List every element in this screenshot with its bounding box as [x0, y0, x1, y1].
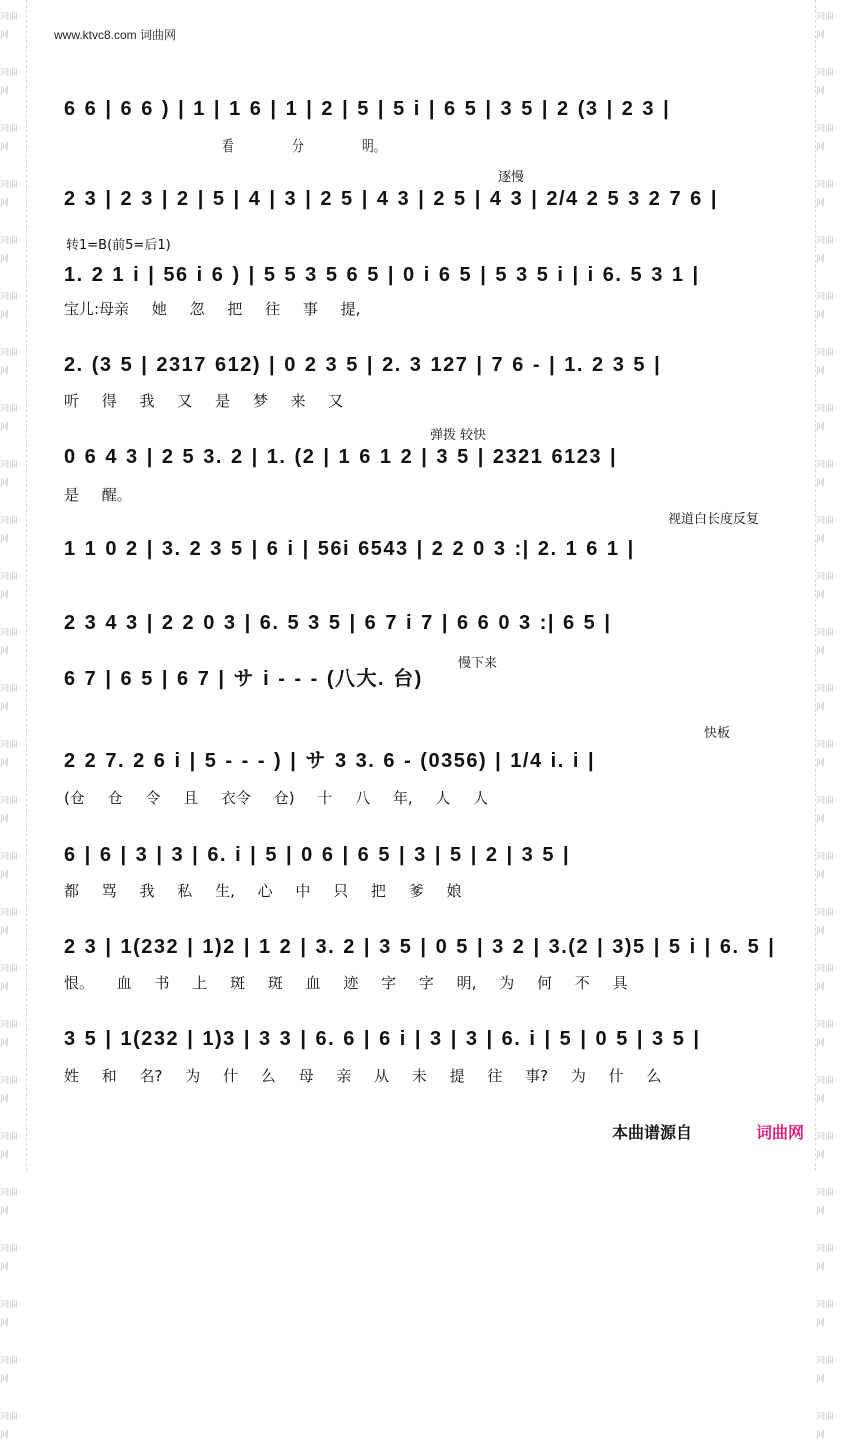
watermark-glyph: 曲 — [9, 348, 19, 358]
watermark-glyph: 词 — [816, 460, 826, 470]
watermark-group — [0, 60, 26, 98]
watermark-glyph: 词 — [0, 1076, 10, 1086]
watermark-glyph: 词 — [816, 236, 826, 246]
watermark-glyph: 词 — [0, 796, 10, 806]
watermark-group — [0, 1348, 26, 1386]
watermark-group — [816, 1068, 842, 1106]
watermark-glyph: 网 — [816, 1151, 826, 1161]
watermark-glyph: 词 — [816, 684, 826, 694]
score-row-notes: 6 7 | 6 5 | 6 7 | サ i - - - (八大. 台) — [64, 668, 423, 690]
watermark-group — [816, 956, 842, 994]
watermark-glyph: 网 — [816, 815, 826, 825]
watermark-glyph: 词 — [0, 740, 10, 750]
watermark-group — [0, 788, 26, 826]
watermark-glyph: 网 — [816, 479, 826, 489]
watermark-glyph: 网 — [816, 87, 826, 97]
watermark-glyph: 网 — [0, 871, 10, 881]
watermark-group — [0, 284, 26, 322]
watermark-glyph: 词 — [0, 684, 10, 694]
watermark-glyph: 网 — [0, 1151, 10, 1161]
score-row-notes: 2 3 | 1(232 | 1)2 | 1 2 | 3. 2 | 3 5 | 0 5 | 3 2 | 3.(2 | 3)5 | 5 i | 6. 5 | — [64, 936, 776, 958]
watermark-group — [816, 4, 842, 42]
watermark-glyph: 词 — [0, 460, 10, 470]
watermark-glyph: 网 — [816, 647, 826, 657]
watermark-group — [816, 508, 842, 546]
watermark-glyph: 词 — [0, 1412, 10, 1422]
watermark-glyph: 曲 — [9, 1076, 19, 1086]
watermark-group — [0, 620, 26, 658]
watermark-glyph: 词 — [816, 964, 826, 974]
watermark-group — [816, 116, 842, 154]
watermark-glyph: 曲 — [825, 236, 835, 246]
score-row-notes: 2. (3 5 | 2317 612) | 0 2 3 5 | 2. 3 127 | 7 6 - | 1. 2 3 5 | — [64, 354, 662, 376]
score-row-lyrics: 是 醒。 — [64, 486, 132, 504]
watermark-glyph: 曲 — [825, 1076, 835, 1086]
watermark-glyph: 词 — [816, 1132, 826, 1142]
watermark-group — [0, 4, 26, 42]
score-row-notes: 6 6 | 6 6 ) | 1 | 1 6 | 1 | 2 | 5 | 5 i | 6 5 | 3 5 | 2 (3 | 2 3 | — [64, 98, 671, 120]
watermark-glyph: 曲 — [9, 740, 19, 750]
performance-annotation: 逐慢 — [498, 170, 525, 185]
watermark-glyph: 词 — [816, 516, 826, 526]
score-row-lyrics: 恨。 血 书 上 斑 斑 血 迹 字 字 明, 为 何 不 具 — [64, 974, 628, 992]
watermark-group — [816, 620, 842, 658]
watermark-glyph: 曲 — [825, 180, 835, 190]
watermark-glyph: 曲 — [825, 1244, 835, 1254]
watermark-group — [0, 340, 26, 378]
performance-annotation: 转1=B(前5=后1) — [66, 238, 171, 253]
watermark-glyph: 网 — [0, 143, 10, 153]
watermark-glyph: 网 — [816, 143, 826, 153]
score-row-lyrics: 听 得 我 又 是 梦 来 又 — [64, 392, 344, 410]
watermark-group — [0, 676, 26, 714]
watermark-glyph: 曲 — [825, 292, 835, 302]
watermark-glyph: 曲 — [9, 68, 19, 78]
watermark-glyph: 词 — [816, 740, 826, 750]
watermark-glyph: 网 — [816, 927, 826, 937]
score-row-notes: 2 2 7. 2 6 i | 5 - - - ) | サ 3 3. 6 - (0356) | 1/4 i. i | — [64, 750, 596, 772]
watermark-group — [816, 1404, 842, 1442]
watermark-glyph: 网 — [816, 1207, 826, 1217]
watermark-glyph: 曲 — [9, 964, 19, 974]
watermark-glyph: 网 — [0, 367, 10, 377]
watermark-glyph: 曲 — [9, 1188, 19, 1198]
watermark-glyph: 曲 — [825, 348, 835, 358]
watermark-group — [816, 1180, 842, 1218]
watermark-glyph: 词 — [816, 852, 826, 862]
score-row-notes: 0 6 4 3 | 2 5 3. 2 | 1. (2 | 1 6 1 2 | 3 5 | 2321 6123 | — [64, 446, 618, 468]
watermark-group — [0, 900, 26, 938]
watermark-group — [816, 1292, 842, 1330]
watermark-group — [0, 396, 26, 434]
watermark-group — [816, 284, 842, 322]
site-url-header[interactable]: www.ktvc8.com 词曲网 — [54, 28, 177, 42]
watermark-glyph: 词 — [0, 1356, 10, 1366]
watermark-glyph: 网 — [816, 535, 826, 545]
watermark-glyph: 词 — [0, 348, 10, 358]
watermark-glyph: 网 — [816, 367, 826, 377]
watermark-glyph: 词 — [0, 852, 10, 862]
performance-annotation: 弹拨 较快 — [430, 428, 487, 443]
watermark-group — [0, 1124, 26, 1162]
watermark-glyph: 曲 — [825, 1132, 835, 1142]
watermark-group — [816, 172, 842, 210]
watermark-glyph: 词 — [0, 1300, 10, 1310]
watermark-glyph: 词 — [816, 68, 826, 78]
watermark-glyph: 词 — [0, 1132, 10, 1142]
watermark-group — [816, 732, 842, 770]
watermark-glyph: 网 — [816, 871, 826, 881]
watermark-glyph: 词 — [816, 180, 826, 190]
watermark-group — [0, 1236, 26, 1274]
watermark-group — [816, 844, 842, 882]
watermark-glyph: 曲 — [9, 404, 19, 414]
watermark-glyph: 曲 — [9, 12, 19, 22]
watermark-glyph: 网 — [0, 927, 10, 937]
watermark-group — [0, 1404, 26, 1442]
watermark-glyph: 网 — [816, 31, 826, 41]
watermark-glyph: 曲 — [825, 124, 835, 134]
watermark-group — [0, 452, 26, 490]
watermark-glyph: 曲 — [825, 684, 835, 694]
watermark-glyph: 词 — [816, 572, 826, 582]
watermark-group — [0, 1292, 26, 1330]
watermark-glyph: 曲 — [825, 1356, 835, 1366]
watermark-glyph: 网 — [0, 759, 10, 769]
watermark-glyph: 曲 — [9, 684, 19, 694]
watermark-group — [0, 228, 26, 266]
watermark-glyph: 网 — [816, 1375, 826, 1385]
watermark-glyph: 网 — [816, 703, 826, 713]
score-row-lyrics: 姓 和 名? 为 什 么 母 亲 从 未 提 往 事? 为 什 么 — [64, 1067, 662, 1085]
watermark-glyph: 曲 — [825, 1300, 835, 1310]
watermark-group — [816, 1124, 842, 1162]
watermark-glyph: 词 — [0, 572, 10, 582]
watermark-glyph: 词 — [0, 124, 10, 134]
watermark-glyph: 网 — [0, 479, 10, 489]
watermark-glyph: 词 — [816, 1188, 826, 1198]
watermark-glyph: 网 — [816, 1263, 826, 1273]
score-row-lyrics: 宝儿:母亲 她 忽 把 往 事 提, — [64, 300, 361, 318]
watermark-glyph: 曲 — [9, 1356, 19, 1366]
watermark-glyph: 曲 — [9, 180, 19, 190]
watermark-glyph: 网 — [0, 535, 10, 545]
watermark-glyph: 曲 — [9, 124, 19, 134]
watermark-glyph: 曲 — [825, 404, 835, 414]
watermark-glyph: 网 — [0, 31, 10, 41]
watermark-glyph: 曲 — [825, 1020, 835, 1030]
watermark-glyph: 网 — [0, 591, 10, 601]
watermark-glyph: 网 — [816, 1039, 826, 1049]
watermark-glyph: 词 — [816, 1076, 826, 1086]
watermark-group — [816, 1236, 842, 1274]
watermark-glyph: 词 — [816, 1020, 826, 1030]
watermark-group — [816, 1012, 842, 1050]
watermark-glyph: 曲 — [9, 516, 19, 526]
watermark-glyph: 曲 — [825, 796, 835, 806]
watermark-glyph: 网 — [816, 591, 826, 601]
watermark-glyph: 网 — [0, 1431, 10, 1441]
watermark-glyph: 词 — [0, 292, 10, 302]
watermark-glyph: 曲 — [825, 12, 835, 22]
watermark-glyph: 网 — [0, 311, 10, 321]
watermark-glyph: 词 — [0, 68, 10, 78]
watermark-glyph: 词 — [816, 12, 826, 22]
watermark-glyph: 曲 — [9, 460, 19, 470]
watermark-glyph: 词 — [0, 1020, 10, 1030]
performance-annotation: 慢下来 — [458, 656, 498, 671]
watermark-glyph: 网 — [816, 983, 826, 993]
watermark-glyph: 词 — [816, 1244, 826, 1254]
watermark-group — [816, 900, 842, 938]
watermark-glyph: 词 — [0, 180, 10, 190]
watermark-glyph: 网 — [0, 647, 10, 657]
watermark-glyph: 曲 — [9, 292, 19, 302]
watermark-glyph: 网 — [0, 1319, 10, 1329]
watermark-glyph: 词 — [816, 628, 826, 638]
score-row-notes: 1. 2 1 i | 56 i 6 ) | 5 5 3 5 6 5 | 0 i 6 5 | 5 3 5 i | i 6. 5 3 1 | — [64, 264, 700, 286]
watermark-glyph: 词 — [0, 12, 10, 22]
watermark-glyph: 曲 — [9, 1300, 19, 1310]
watermark-group — [0, 732, 26, 770]
watermark-glyph: 词 — [0, 628, 10, 638]
watermark-glyph: 网 — [0, 1263, 10, 1273]
watermark-group — [816, 788, 842, 826]
score-row-notes: 2 3 4 3 | 2 2 0 3 | 6. 5 3 5 | 6 7 i 7 | 6 6 0 3 :| 6 5 | — [64, 612, 612, 634]
watermark-glyph: 曲 — [9, 572, 19, 582]
watermark-group — [0, 508, 26, 546]
watermark-glyph: 词 — [0, 516, 10, 526]
watermark-glyph: 曲 — [9, 1244, 19, 1254]
brand-logo-text[interactable]: 词曲网 — [756, 1123, 805, 1142]
watermark-glyph: 词 — [0, 908, 10, 918]
watermark-glyph: 网 — [0, 423, 10, 433]
watermark-group — [0, 1012, 26, 1050]
score-row-notes: 3 5 | 1(232 | 1)3 | 3 3 | 6. 6 | 6 i | 3 | 3 | 6. i | 5 | 0 5 | 3 5 | — [64, 1028, 701, 1050]
score-row-notes: 1 1 0 2 | 3. 2 3 5 | 6 i | 56i 6543 | 2 2 0 3 :| 2. 1 6 1 | — [64, 538, 635, 560]
watermark-glyph: 曲 — [825, 1188, 835, 1198]
watermark-glyph: 网 — [0, 255, 10, 265]
score-row-notes: 6 | 6 | 3 | 3 | 6. i | 5 | 0 6 | 6 5 | 3 | 5 | 2 | 3 5 | — [64, 844, 571, 866]
watermark-group — [816, 396, 842, 434]
watermark-group — [0, 1180, 26, 1218]
watermark-glyph: 词 — [816, 292, 826, 302]
watermark-glyph: 曲 — [9, 908, 19, 918]
watermark-group — [816, 1348, 842, 1386]
watermark-group — [816, 676, 842, 714]
watermark-glyph: 网 — [0, 815, 10, 825]
watermark-glyph: 网 — [816, 759, 826, 769]
watermark-glyph: 网 — [0, 1039, 10, 1049]
watermark-glyph: 网 — [0, 703, 10, 713]
watermark-glyph: 曲 — [825, 852, 835, 862]
watermark-glyph: 网 — [0, 199, 10, 209]
watermark-glyph: 曲 — [825, 964, 835, 974]
watermark-glyph: 网 — [0, 1207, 10, 1217]
watermark-glyph: 曲 — [825, 516, 835, 526]
watermark-glyph: 词 — [816, 124, 826, 134]
watermark-glyph: 曲 — [9, 852, 19, 862]
source-label: 本曲谱源自 — [612, 1123, 693, 1142]
watermark-group — [0, 844, 26, 882]
watermark-glyph: 曲 — [825, 572, 835, 582]
watermark-glyph: 词 — [0, 236, 10, 246]
performance-annotation: 快板 — [704, 726, 731, 741]
watermark-glyph: 网 — [816, 423, 826, 433]
right-watermark-strip — [815, 0, 842, 1441]
watermark-group — [0, 564, 26, 602]
score-row-lyrics: 都 骂 我 私 生, 心 中 只 把 爹 娘 — [64, 882, 462, 900]
watermark-glyph: 词 — [816, 1300, 826, 1310]
watermark-group — [816, 452, 842, 490]
watermark-group — [816, 60, 842, 98]
score-row-lyrics: (仓 仓 令 且 衣令 仓) 十 八 年, 人 人 — [64, 789, 489, 807]
watermark-glyph: 词 — [816, 796, 826, 806]
watermark-glyph: 曲 — [825, 460, 835, 470]
watermark-glyph: 词 — [816, 404, 826, 414]
watermark-glyph: 词 — [816, 1356, 826, 1366]
score-row-lyrics: 看 分 明。 — [222, 137, 386, 155]
watermark-group — [816, 564, 842, 602]
watermark-glyph: 曲 — [9, 1020, 19, 1030]
watermark-group — [0, 116, 26, 154]
watermark-glyph: 网 — [0, 1095, 10, 1105]
watermark-group — [0, 1068, 26, 1106]
watermark-glyph: 曲 — [825, 1412, 835, 1422]
watermark-group — [816, 228, 842, 266]
watermark-glyph: 词 — [816, 1412, 826, 1422]
watermark-glyph: 曲 — [825, 740, 835, 750]
watermark-glyph: 曲 — [825, 68, 835, 78]
watermark-glyph: 网 — [816, 311, 826, 321]
watermark-glyph: 曲 — [9, 796, 19, 806]
watermark-glyph: 网 — [816, 199, 826, 209]
left-watermark-strip — [0, 0, 27, 1441]
watermark-group — [0, 172, 26, 210]
watermark-glyph: 网 — [0, 1375, 10, 1385]
watermark-glyph: 曲 — [825, 908, 835, 918]
watermark-glyph: 曲 — [9, 628, 19, 638]
watermark-glyph: 曲 — [9, 1132, 19, 1142]
watermark-glyph: 网 — [816, 1431, 826, 1441]
watermark-glyph: 曲 — [825, 628, 835, 638]
watermark-glyph: 词 — [0, 964, 10, 974]
watermark-group — [816, 340, 842, 378]
watermark-glyph: 网 — [816, 1095, 826, 1105]
watermark-glyph: 曲 — [9, 236, 19, 246]
watermark-glyph: 网 — [0, 983, 10, 993]
watermark-glyph: 词 — [816, 348, 826, 358]
watermark-glyph: 网 — [816, 255, 826, 265]
watermark-glyph: 词 — [0, 1244, 10, 1254]
watermark-glyph: 词 — [0, 404, 10, 414]
watermark-glyph: 词 — [816, 908, 826, 918]
watermark-group — [0, 956, 26, 994]
score-row-notes: 2 3 | 2 3 | 2 | 5 | 4 | 3 | 2 5 | 4 3 | 2 5 | 4 3 | 2/4 2 5 3 2 7 6 | — [64, 188, 718, 210]
watermark-glyph: 网 — [0, 87, 10, 97]
watermark-glyph: 网 — [816, 1319, 826, 1329]
watermark-glyph: 词 — [0, 1188, 10, 1198]
performance-annotation: 视道白长度反复 — [668, 512, 760, 527]
watermark-glyph: 曲 — [9, 1412, 19, 1422]
